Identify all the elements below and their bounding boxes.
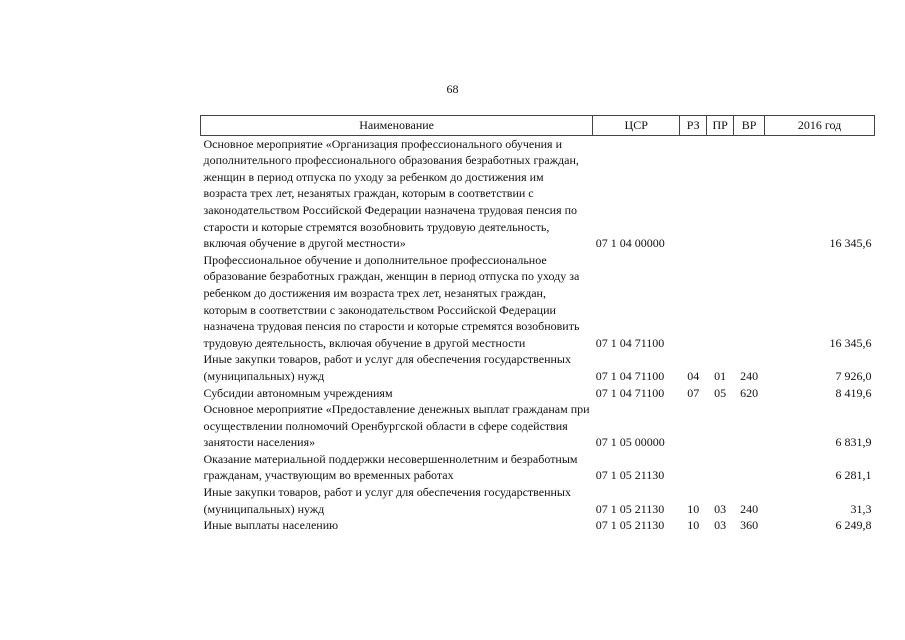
row-rz [680,252,707,352]
table-header-row [201,116,875,136]
table-row [201,252,875,352]
table-row [201,135,875,252]
row-pr: 05 [714,385,727,400]
table-row [201,401,875,451]
page-number: 68 [446,82,459,96]
row-csr: 07 1 05 21130 [595,468,665,483]
row-name: Субсидии автономным учреждениям [203,385,393,400]
row-csr: 07 1 05 21130 [595,518,665,533]
row-csr: 07 1 05 00000 [595,435,665,450]
row-csr: 07 1 04 71100 [595,385,665,400]
budget-table [200,115,875,534]
row-amount: 16 345,6 [829,335,872,350]
row-csr: 07 1 05 21130 [595,501,665,516]
row-csr: 07 1 04 71100 [595,368,665,383]
row-name: Иные закупки товаров, работ и услуг для обеспечения государственных (муниципальных) нужд [203,485,571,516]
table-row [201,351,875,384]
row-pr [707,401,734,451]
header-year: 2016 год [765,116,875,136]
row-pr [707,252,734,352]
row-amount: 7 926,0 [835,368,872,383]
row-amount: 8 419,6 [835,385,872,400]
row-name: Основное мероприятие «Организация профессионального обучения и дополнительного профессионального образования безработных граждан, женщин в период отпуска по уходу за ребенком до достижения им возраста трех лет, незанятых граждан, которым в соответствии с законодательством Российской Федерации назначена трудовая пенсия по старости и которые стремятся возобновить трудовую деятельность, включая обучение в другой местности» [203,136,579,251]
header-vr: ВР [734,116,765,136]
row-rz [680,401,707,451]
row-pr: 03 [714,501,727,516]
row-vr [734,401,765,451]
row-vr: 620 [740,385,759,400]
row-name: Иные закупки товаров, работ и услуг для обеспечения государственных (муниципальных) нужд [203,352,571,383]
header-csr: ЦСР [593,116,680,136]
row-pr [707,135,734,252]
row-amount: 31,3 [850,501,872,516]
row-name: Основное мероприятие «Предоставление денежных выплат гражданам при осуществлении полномочий Оренбургской области в сфере содействия занятости населения» [203,402,590,450]
row-vr: 360 [740,518,759,533]
table-row [201,484,875,517]
header-pr: ПР [707,116,734,136]
table-row [201,451,875,484]
row-rz: 10 [687,501,700,516]
row-pr: 03 [714,518,727,533]
row-name: Иные выплаты населению [203,518,339,533]
row-amount: 6 831,9 [835,435,872,450]
row-pr: 01 [714,368,727,383]
table-row [201,385,875,402]
table-row [201,517,875,534]
row-name: Профессиональное обучение и дополнительное профессиональное образование безработных граждан, женщин в период отпуска по уходу за ребенком до достижения им возраста трех лет, незанятых граждан, которым в соответствии с законодательством Российской Федерации назначена трудовая пенсия по старости и которые стремятся возобновить трудовую деятельность, включая обучение в другой местности [203,252,580,350]
row-name: Оказание материальной поддержки несовершеннолетним и безработным гражданам, участвующим во временных работах [203,451,578,483]
row-rz: 10 [687,518,700,533]
row-vr [734,135,765,252]
row-rz [680,135,707,252]
row-amount: 6 281,1 [835,468,872,483]
row-vr [734,451,765,484]
row-vr: 240 [740,368,759,383]
header-rz: РЗ [680,116,707,136]
row-vr: 240 [740,501,759,516]
row-vr [734,252,765,352]
row-amount: 6 249,8 [835,518,872,533]
row-csr: 07 1 04 00000 [595,236,665,251]
row-csr: 07 1 04 71100 [595,335,665,350]
header-name: Наименование [201,116,593,136]
row-rz [680,451,707,484]
row-rz: 04 [687,368,700,383]
row-amount: 16 345,6 [829,236,872,251]
row-pr [707,451,734,484]
row-rz: 07 [687,385,700,400]
